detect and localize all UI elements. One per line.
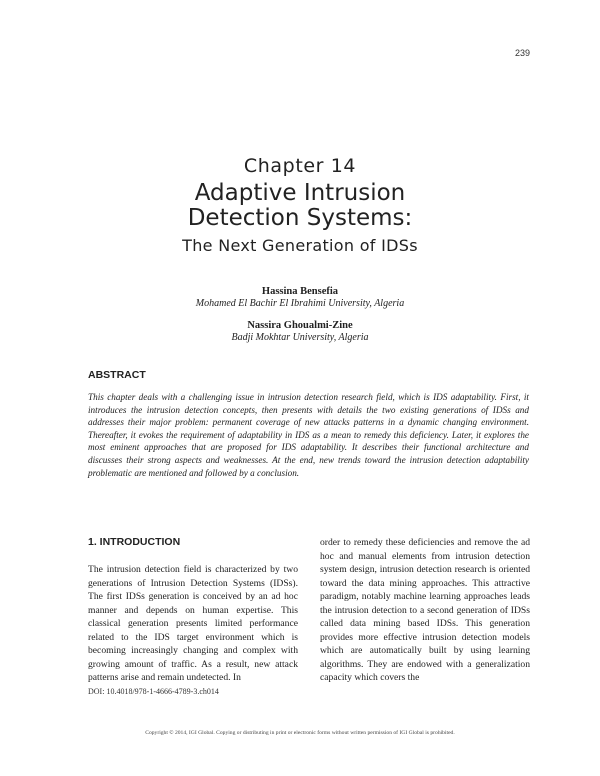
abstract-text: This chapter deals with a challenging issue in intrusion detection research field, which is IDS adaptability. First, it introduces the intrusion detection concepts, then presents with details the two existing generations of IDSs and addresses their major problem: permanent coverage of new attacks patterns in a dynamic changing environment. Thereafter, it evokes the requirement of adaptability in IDS as a mean to remedy this deficiency. Later, it explores the most eminent approaches that are proposed for IDS adaptability. It describes their functional architecture and discusses their strong aspects and weaknesses. At the end, new trends toward the intrusion detection adaptability problematic are mentioned and followed by a conclusion. xyxy=(88,392,529,478)
introduction-heading: 1. INTRODUCTION xyxy=(88,536,181,548)
introduction-left-column: The intrusion detection field is characterized by two generations of Intrusion Detection Systems (IDSs). The first IDSs generation is conceived by an ad hoc manner and depends on human expertise. This classical generation presents limited performance related to the IDS target environment which is becoming increasingly changing and complex with growing amount of traffic. As a result, new attack patterns arise and remain undetected. In xyxy=(88,564,298,683)
author-affiliation-2: Badji Mokhtar University, Algeria xyxy=(231,332,369,343)
chapter-subtitle: The Next Generation of IDSs xyxy=(182,236,418,255)
chapter-title xyxy=(0,181,600,231)
abstract-heading: ABSTRACT xyxy=(88,369,146,381)
author-name-1: Hassina Bensefia xyxy=(261,286,339,297)
chapter-label: Chapter 14 xyxy=(243,155,357,177)
author-affiliation-1: Mohamed El Bachir El Ibrahimi University, Algeria xyxy=(195,298,405,309)
introduction-right-column: order to remedy these deficiencies and remove the ad hoc and manual elements from intrusion detection system design, intrusion detection research is oriented toward the data mining approaches. This attractive paradigm, notably machine learning approaches leads the intrusion detection to a second generation of IDSs called data mining based IDSs. This generation provides more effective intrusion detection models which are automatically built by using learning algorithms. They are endowed with a generalization capacity which covers the xyxy=(320,537,530,683)
copyright-notice: Copyright © 2014, IGI Global. Copying or distributing in print or electronic forms without written permission of IGI Global is prohibited. xyxy=(145,730,455,736)
page-number: 239 xyxy=(514,48,530,58)
title-line-2: Detection Systems: xyxy=(187,205,413,231)
author-name-2: Nassira Ghoualmi-Zine xyxy=(247,320,353,331)
doi: DOI: 10.4018/978-1-4666-4789-3.ch014 xyxy=(88,687,219,696)
title-line-1: Adaptive Intrusion xyxy=(194,180,406,206)
